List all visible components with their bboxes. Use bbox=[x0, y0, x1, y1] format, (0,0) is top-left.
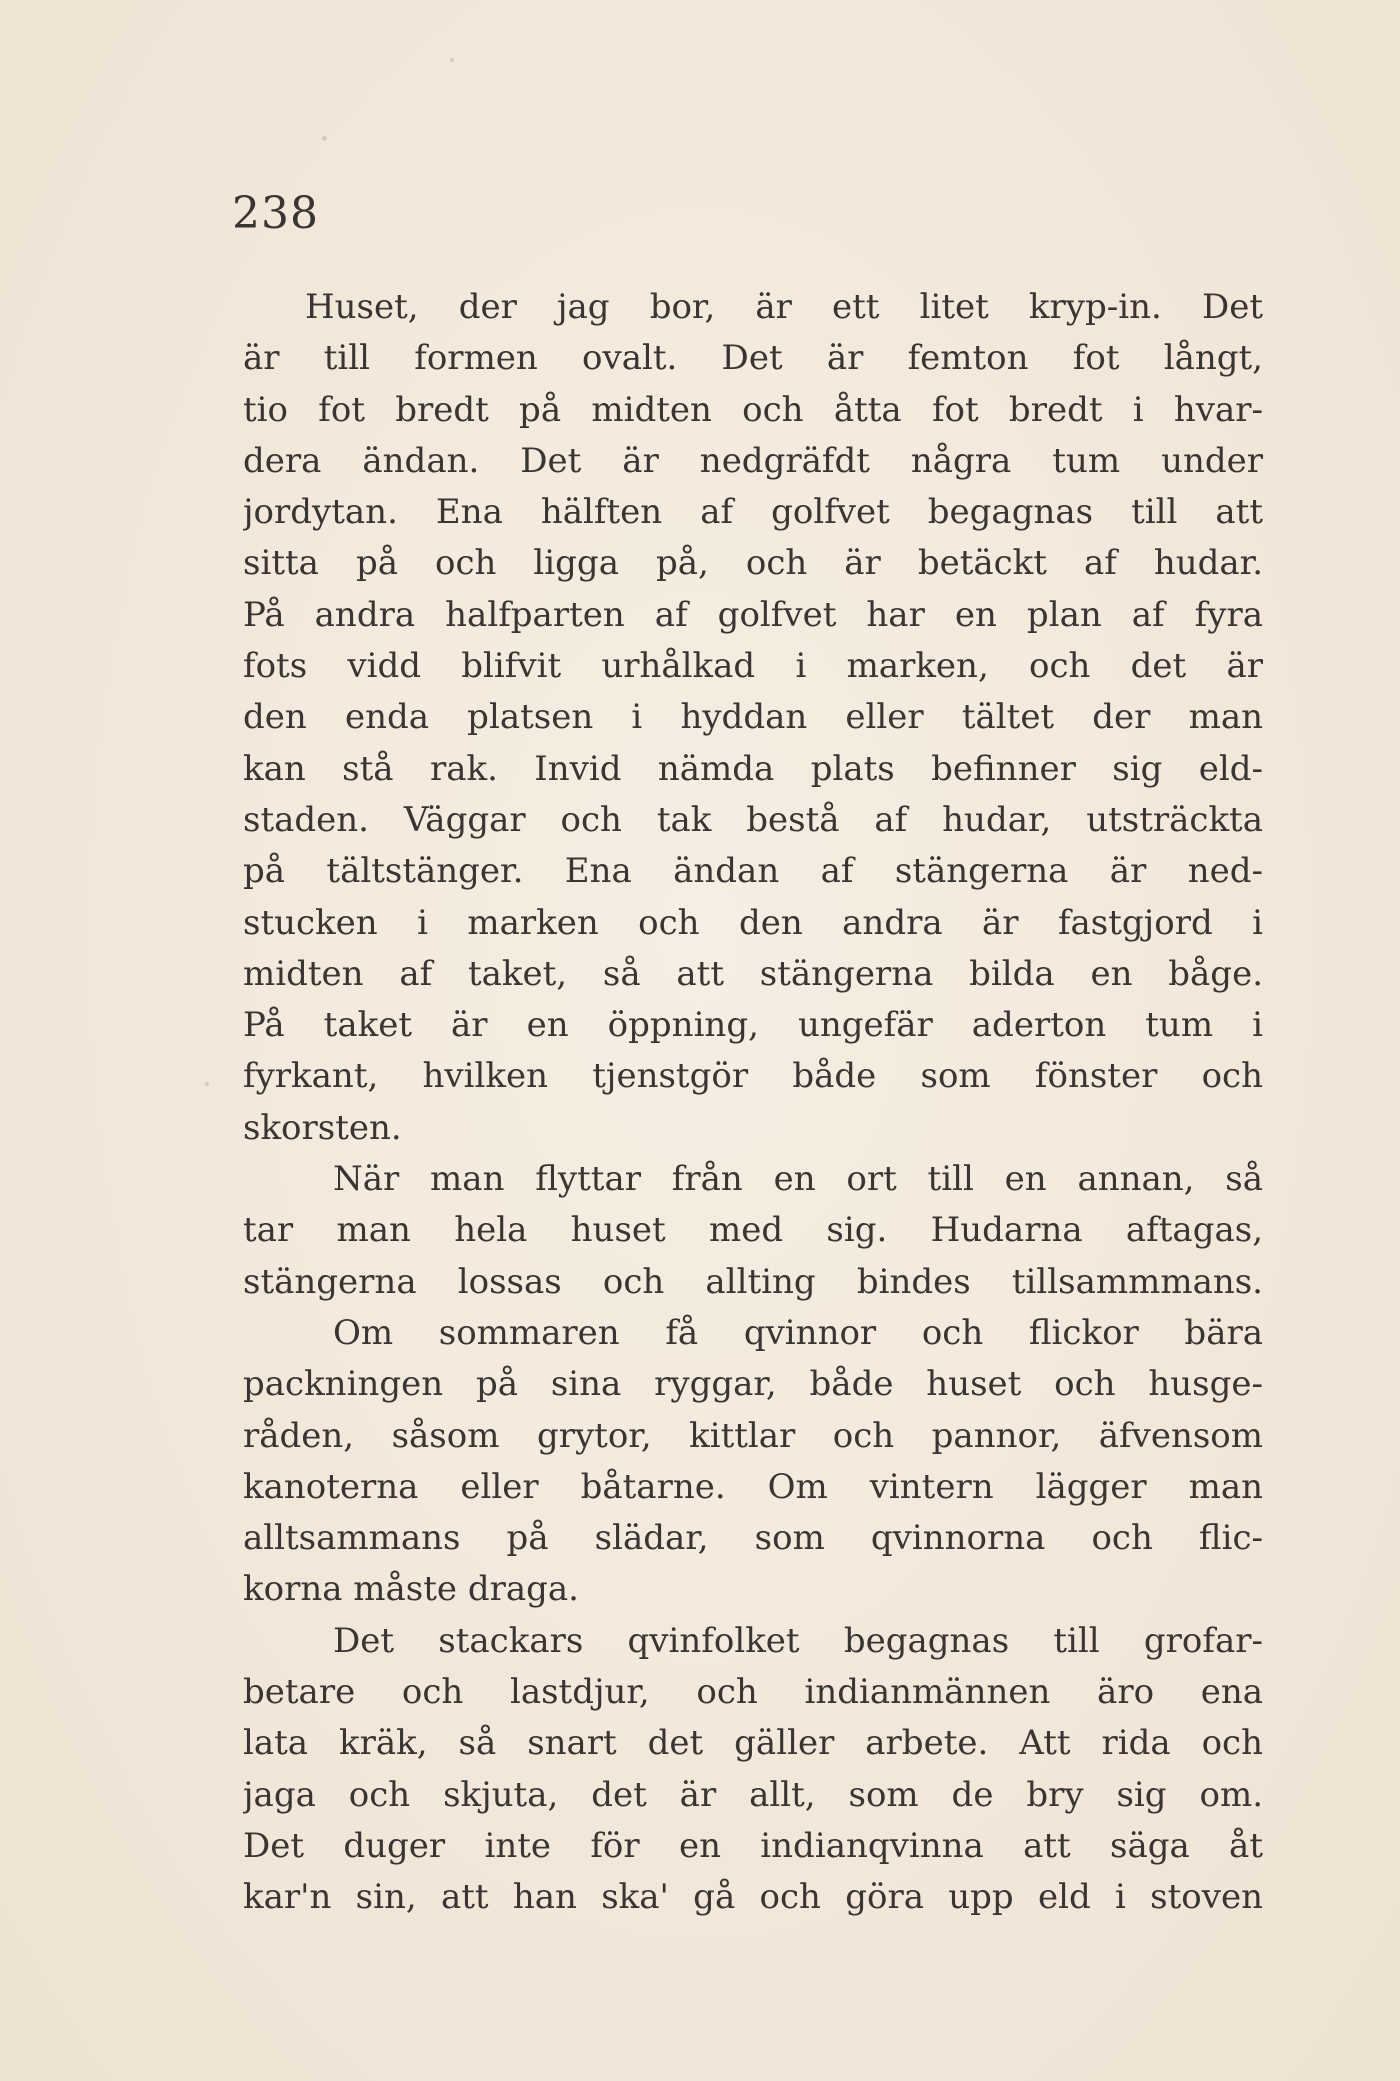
text-line: kar'n sin, att han ska' gå och göra upp eld i stoven bbox=[243, 1877, 1263, 1918]
text-line: midten af taket, så att stängerna bilda en båge. bbox=[243, 953, 1263, 994]
body-text bbox=[243, 282, 1263, 1924]
paper-speck bbox=[450, 58, 454, 62]
text-line: lata kräk, så snart det gäller arbete. Att rida och bbox=[243, 1723, 1263, 1764]
text-line: Om sommaren få qvinnor och flickor bära bbox=[333, 1312, 1263, 1353]
text-line: sitta på och ligga på, och är betäckt af hudar. bbox=[243, 543, 1263, 584]
text-line: packningen på sina ryggar, både huset och husge- bbox=[243, 1364, 1263, 1405]
text-line: den enda platsen i hyddan eller tältet der man bbox=[243, 697, 1263, 738]
text-line: jordytan. Ena hälften af golfvet begagnas till att bbox=[243, 492, 1263, 533]
text-line: kan stå rak. Invid nämda plats befinner sig eld- bbox=[243, 748, 1263, 789]
paper-speck bbox=[205, 1082, 209, 1086]
text-line: Det stackars qvinfolket begagnas till grofar- bbox=[333, 1620, 1263, 1661]
text-line: är till formen ovalt. Det är femton fot långt, bbox=[243, 338, 1263, 379]
text-line: skorsten. bbox=[243, 1107, 402, 1148]
text-line: jaga och skjuta, det är allt, som de bry sig om. bbox=[243, 1774, 1263, 1815]
text-line: kanoterna eller båtarne. Om vintern lägger man bbox=[243, 1466, 1263, 1507]
text-line: alltsammans på slädar, som qvinnorna och flic- bbox=[243, 1518, 1263, 1559]
text-line: betare och lastdjur, och indianmännen äro ena bbox=[243, 1672, 1263, 1713]
text-line: fyrkant, hvilken tjenstgör både som fönster och bbox=[243, 1056, 1263, 1097]
text-line: När man flyttar från en ort till en annan, så bbox=[333, 1159, 1263, 1200]
paper-speck bbox=[322, 136, 327, 141]
text-line: fots vidd blifvit urhålkad i marken, och det är bbox=[243, 646, 1263, 687]
text-line: staden. Väggar och tak bestå af hudar, utsträckta bbox=[243, 799, 1263, 840]
text-line: korna måste draga. bbox=[243, 1569, 579, 1610]
text-line: stängerna lossas och allting bindes tillsammmans. bbox=[243, 1261, 1263, 1302]
text-line: På andra halfparten af golfvet har en plan af fyra bbox=[243, 594, 1263, 635]
text-line: tar man hela huset med sig. Hudarna aftagas, bbox=[243, 1210, 1263, 1251]
text-line: dera ändan. Det är nedgräfdt några tum under bbox=[243, 440, 1263, 481]
text-line: stucken i marken och den andra är fastgjord i bbox=[243, 902, 1263, 943]
text-line: råden, såsom grytor, kittlar och pannor, äfvensom bbox=[243, 1415, 1263, 1456]
text-line: På taket är en öppning, ungefär aderton tum i bbox=[243, 1005, 1263, 1046]
text-line: Det duger inte för en indianqvinna att säga åt bbox=[243, 1825, 1263, 1866]
page-number: 238 bbox=[232, 188, 319, 239]
text-line: Huset, der jag bor, är ett litet kryp-in. Det bbox=[305, 287, 1263, 327]
text-line: tio fot bredt på midten och åtta fot bredt i hvar- bbox=[243, 389, 1263, 430]
text-line: på tältstänger. Ena ändan af stängerna är ned- bbox=[243, 851, 1263, 892]
